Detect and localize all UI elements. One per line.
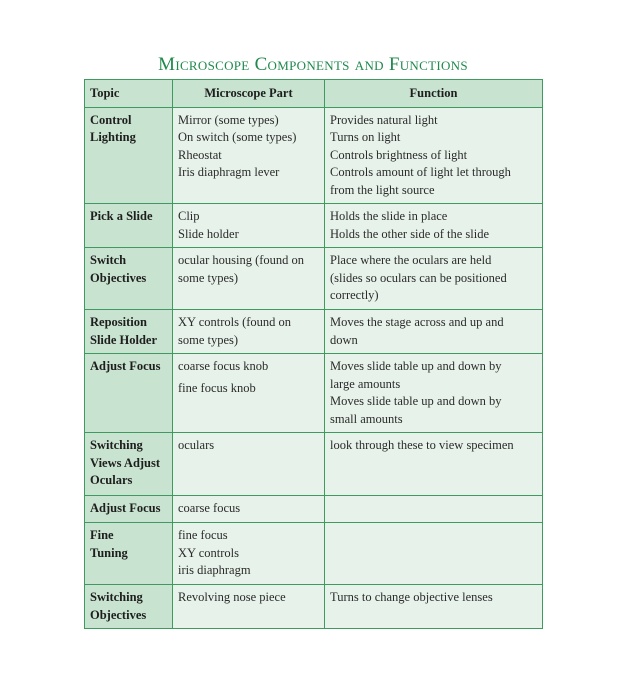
- part-cell-line: ocular housing (found on: [178, 253, 305, 267]
- topic-cell: [85, 354, 173, 433]
- function-cell-line: Holds the other side of the slide: [330, 226, 489, 241]
- table-row: [85, 107, 543, 204]
- part-cell-line: oculars: [178, 438, 215, 452]
- table-row: [85, 433, 543, 496]
- function-cell-line: correctly): [330, 288, 379, 302]
- topic-cell-line: Adjust Focus: [90, 359, 161, 373]
- part-cell: [173, 354, 325, 433]
- table-row: [85, 204, 543, 248]
- part-cell-line: fine focus knob: [178, 380, 256, 395]
- topic-cell-line: Control: [90, 112, 132, 127]
- topic-cell-line: Switching: [90, 590, 143, 604]
- table-row: [85, 523, 543, 585]
- part-cell-line: some types): [178, 332, 239, 347]
- function-cell-line: Moves slide table up and down by: [330, 359, 502, 373]
- function-cell-line: Holds the slide in place: [330, 209, 448, 223]
- topic-cell-line: Switch: [90, 253, 127, 267]
- part-cell-line: Iris diaphragm lever: [178, 165, 280, 179]
- table-row: [85, 496, 543, 523]
- part-cell: [173, 523, 325, 585]
- topic-cell: [85, 496, 173, 523]
- function-cell: [325, 204, 543, 248]
- page-title: Microscope Components and Functions: [158, 54, 468, 75]
- table-row: [85, 310, 543, 354]
- function-cell: [325, 354, 543, 433]
- function-cell-line: Turns on light: [330, 130, 401, 144]
- part-cell-line: coarse focus knob: [178, 359, 269, 373]
- topic-cell-line: Fine: [90, 528, 114, 542]
- topic-cell-line: Slide Holder: [90, 332, 158, 347]
- topic-cell-line: Lighting: [90, 130, 136, 144]
- function-cell: [325, 585, 543, 629]
- part-cell: [173, 107, 325, 204]
- topic-cell-line: Objectives: [90, 270, 147, 285]
- function-cell-line: Provides natural light: [330, 112, 438, 127]
- part-cell: [173, 204, 325, 248]
- function-cell-line: from the light source: [330, 182, 435, 197]
- part-cell-line: Clip: [178, 209, 200, 223]
- components-table: [84, 79, 543, 629]
- table-row: [85, 585, 543, 629]
- column-header-function: Function: [325, 80, 543, 108]
- topic-cell: [85, 523, 173, 585]
- function-cell-line: Controls brightness of light: [330, 147, 468, 162]
- function-cell-line: Place where the oculars are held: [330, 253, 492, 267]
- function-cell-line: Moves the stage across and up and: [330, 315, 504, 329]
- part-cell-line: Rheostat: [178, 147, 222, 162]
- topic-cell-line: Adjust Focus: [90, 501, 161, 515]
- function-cell: [325, 107, 543, 204]
- topic-cell-line: Switching: [90, 438, 143, 452]
- topic-cell-line: Pick a Slide: [90, 209, 153, 223]
- topic-cell: [85, 248, 173, 310]
- function-cell: [325, 248, 543, 310]
- part-cell: [173, 496, 325, 523]
- function-cell: [325, 523, 543, 585]
- topic-cell-line: Reposition: [90, 315, 147, 329]
- function-cell: [325, 310, 543, 354]
- column-header-part: Microscope Part: [173, 80, 325, 108]
- part-cell: [173, 248, 325, 310]
- topic-cell: [85, 433, 173, 496]
- part-cell-line: iris diaphragm: [178, 563, 251, 577]
- topic-cell: [85, 204, 173, 248]
- function-cell-line: look through these to view specimen: [330, 438, 514, 452]
- part-cell-line: coarse focus: [178, 501, 241, 515]
- part-cell-line: Mirror (some types): [178, 112, 279, 127]
- table-body: [85, 107, 543, 629]
- function-cell-line: large amounts: [330, 376, 401, 391]
- part-cell-line: Revolving nose piece: [178, 590, 286, 604]
- function-cell-line: Moves slide table up and down by: [330, 394, 502, 408]
- function-cell: [325, 433, 543, 496]
- topic-cell: [85, 107, 173, 204]
- part-cell-line: fine focus: [178, 528, 228, 542]
- function-cell-line: Turns to change objective lenses: [330, 590, 493, 604]
- topic-cell-line: Objectives: [90, 607, 147, 622]
- table-row: [85, 248, 543, 310]
- part-cell: [173, 433, 325, 496]
- topic-cell-line: Oculars: [90, 473, 133, 487]
- part-cell-line: On switch (some types): [178, 130, 297, 144]
- function-cell-line: Controls amount of light let through: [330, 165, 511, 179]
- header-row: [85, 80, 543, 108]
- part-cell: [173, 310, 325, 354]
- topic-cell-line: Views Adjust: [90, 455, 161, 470]
- function-cell-line: (slides so oculars can be positioned: [330, 270, 507, 285]
- topic-cell-line: Tuning: [90, 545, 128, 560]
- column-header-topic: Topic: [85, 80, 173, 108]
- part-cell: [173, 585, 325, 629]
- function-cell-line: down: [330, 332, 358, 347]
- function-cell: [325, 496, 543, 523]
- function-cell-line: small amounts: [330, 411, 403, 426]
- topic-cell: [85, 310, 173, 354]
- topic-cell: [85, 585, 173, 629]
- part-cell-line: Slide holder: [178, 226, 239, 241]
- part-cell-line: some types): [178, 270, 239, 285]
- table-row: [85, 354, 543, 433]
- part-cell-line: XY controls (found on: [178, 315, 292, 329]
- part-cell-line: XY controls: [178, 545, 239, 560]
